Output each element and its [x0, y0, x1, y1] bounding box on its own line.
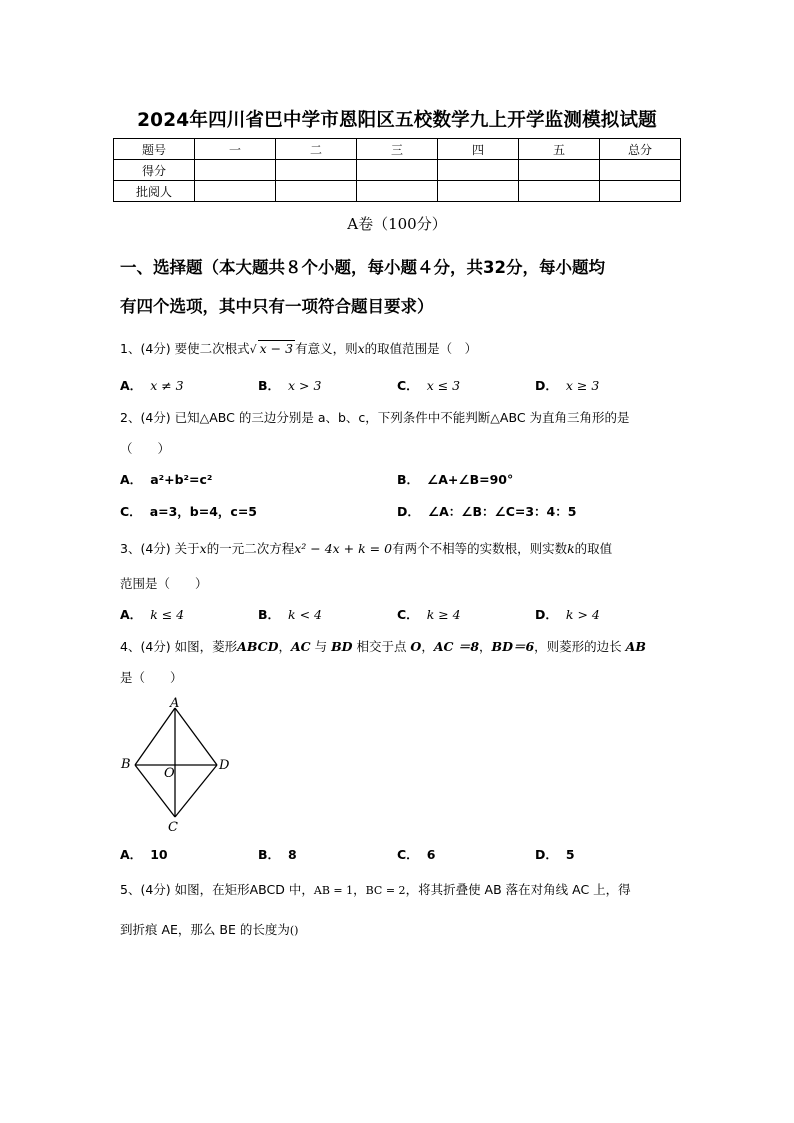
score-cell[interactable]	[195, 160, 276, 181]
variable: x	[357, 341, 365, 356]
score-table-header-cell: 总分	[600, 139, 681, 160]
option-value: 10	[150, 847, 168, 862]
question-5-text: 5、(4分) 如图，在矩形ABCD 中，	[120, 882, 314, 897]
score-table	[113, 138, 681, 202]
option-label: C．	[397, 378, 419, 393]
question-5-text: 到折痕 AE，那么 BE 的长度为	[120, 922, 290, 937]
option-a[interactable]	[120, 470, 212, 488]
side-dc	[175, 765, 217, 817]
question-3-text: 的一元二次方程	[206, 541, 295, 556]
question-4-text: ，	[421, 639, 434, 654]
shape-name: ABCD	[237, 639, 279, 654]
score-cell[interactable]	[438, 181, 519, 202]
question-5-line2	[120, 920, 298, 938]
score-table-row	[114, 181, 681, 202]
side-ab	[135, 708, 175, 765]
score-cell[interactable]	[195, 181, 276, 202]
option-label: A．	[120, 472, 143, 487]
condition: BC = 2	[365, 884, 406, 897]
question-4-text: 与	[310, 639, 332, 654]
option-value: x ≠ 3	[150, 378, 184, 393]
score-cell[interactable]	[600, 160, 681, 181]
condition: AB = 1	[313, 884, 354, 897]
score-cell[interactable]	[357, 160, 438, 181]
option-label: D．	[535, 607, 558, 622]
score-row-label: 批阅人	[114, 181, 195, 202]
question-4-line1	[120, 637, 646, 655]
option-label: B．	[397, 472, 420, 487]
radicand: x − 3	[259, 341, 294, 356]
answer-blank[interactable]: ()	[289, 924, 299, 937]
score-table-header-row	[114, 139, 681, 160]
option-value: ∠A：∠B：∠C=3：4：5	[427, 504, 577, 519]
option-d[interactable]	[397, 502, 576, 520]
option-value: k ≤ 4	[150, 607, 185, 622]
question-4-text: 相交于点	[352, 639, 411, 654]
question-3-line1	[120, 539, 612, 557]
option-value: k ≥ 4	[426, 607, 461, 622]
question-1-text: 的取值范围是（ ）	[364, 341, 478, 356]
question-3-text: 有两个不相等的实数根，则实数	[392, 541, 568, 556]
side-ad	[175, 708, 217, 765]
score-table-header-cell: 五	[519, 139, 600, 160]
option-label: B．	[258, 378, 281, 393]
option-c[interactable]	[397, 605, 461, 623]
question-3-text: 3、(4分) 关于	[120, 541, 200, 556]
question-5-text: ，	[353, 882, 366, 897]
option-value: ∠A+∠B=90°	[427, 472, 514, 487]
option-value: 8	[288, 847, 297, 862]
variable: x	[199, 541, 207, 556]
score-table-row	[114, 160, 681, 181]
option-value: k < 4	[288, 607, 322, 622]
rhombus-figure	[115, 695, 240, 835]
option-label: A．	[120, 378, 143, 393]
segment: AB	[625, 639, 646, 654]
score-cell[interactable]	[519, 181, 600, 202]
option-c[interactable]	[397, 376, 460, 394]
option-value: x ≥ 3	[565, 378, 600, 393]
question-2-line1: 2、(4分) 已知△ABC 的三边分别是 a、b、c，下列条件中不能判断△ABC 为直角三角形的是	[120, 410, 630, 425]
option-d[interactable]	[535, 605, 600, 623]
vertex-label-b: B	[121, 757, 131, 772]
question-5-text: ，将其折叠使 AB 落在对角线 AC 上，得	[405, 882, 631, 897]
score-table-header-cell: 四	[438, 139, 519, 160]
question-1: 1、(4分) 要使二次根式√ x − 3 有意义，则x的取值范围是（ ）	[120, 341, 478, 356]
option-value: x > 3	[288, 378, 322, 393]
option-label: B．	[258, 847, 281, 862]
section-heading-line1: 一、选择题（本大题共８个小题，每小题４分，共32分，每小题均	[120, 258, 605, 277]
score-table-header-cell: 一	[195, 139, 276, 160]
option-b[interactable]	[258, 376, 321, 394]
question-1-text: 有意义，则	[295, 341, 358, 356]
question-3-line2: 范围是（ ）	[120, 576, 208, 591]
question-5-line1	[120, 880, 631, 898]
page-title: 2024年四川省巴中学市恩阳区五校数学九上开学监测模拟试题	[137, 110, 657, 131]
option-a[interactable]	[120, 376, 184, 394]
question-3-text: 的取值	[574, 541, 613, 556]
option-label: D．	[397, 504, 420, 519]
condition: BD＝6	[491, 639, 535, 654]
option-label: A．	[120, 847, 143, 862]
option-b[interactable]	[397, 470, 513, 488]
score-cell[interactable]	[357, 181, 438, 202]
point: O	[410, 639, 422, 654]
option-value: x ≤ 3	[426, 378, 461, 393]
question-1-text: 1、(4分) 要使二次根式	[120, 341, 250, 356]
score-cell[interactable]	[276, 160, 357, 181]
vertex-label-a: A	[170, 696, 180, 711]
option-value: 5	[565, 847, 575, 862]
option-label: C．	[397, 607, 419, 622]
option-d[interactable]	[535, 845, 575, 863]
option-d[interactable]	[535, 376, 599, 394]
option-value: k > 4	[565, 607, 600, 622]
equation: x² − 4x + k = 0	[294, 541, 393, 556]
question-4-text: ，	[479, 639, 492, 654]
question-4-text: ，则菱形的边长	[534, 639, 626, 654]
center-label-o: O	[164, 766, 175, 781]
option-a[interactable]	[120, 845, 168, 863]
question-4-text: ，	[278, 639, 291, 654]
question-4-text: 4、(4分) 如图，菱形	[120, 639, 238, 654]
segment: BD	[331, 639, 353, 654]
option-label: A．	[120, 607, 143, 622]
option-value: a²+b²=c²	[150, 472, 213, 487]
variable: k	[567, 541, 575, 556]
option-c[interactable]	[397, 845, 435, 863]
option-label: D．	[535, 847, 558, 862]
option-a[interactable]	[120, 605, 184, 623]
option-value: 6	[426, 847, 436, 862]
score-table-header-cell: 三	[357, 139, 438, 160]
score-row-label: 得分	[114, 160, 195, 181]
option-label: D．	[535, 378, 558, 393]
score-cell[interactable]	[519, 160, 600, 181]
score-table-header-cell: 题号	[114, 139, 195, 160]
option-b[interactable]	[258, 845, 297, 863]
question-4-line2: 是（ ）	[120, 670, 183, 685]
option-label: C．	[397, 847, 419, 862]
score-cell[interactable]	[600, 181, 681, 202]
option-label: C．	[120, 504, 142, 519]
volume-heading: A卷（100分）	[347, 215, 447, 233]
option-b[interactable]	[258, 605, 322, 623]
score-cell[interactable]	[276, 181, 357, 202]
vertex-label-c: C	[168, 820, 178, 835]
question-2-line2: （ ）	[120, 441, 171, 456]
section-heading-line2: 有四个选项，其中只有一项符合题目要求）	[120, 297, 434, 316]
option-c[interactable]	[120, 502, 257, 520]
vertex-label-d: D	[219, 758, 230, 773]
option-label: B．	[258, 607, 281, 622]
condition: AC ＝8	[433, 639, 480, 654]
score-table-header-cell: 二	[276, 139, 357, 160]
option-value: a=3，b=4，c=5	[149, 504, 257, 519]
segment: AC	[290, 639, 311, 654]
score-cell[interactable]	[438, 160, 519, 181]
